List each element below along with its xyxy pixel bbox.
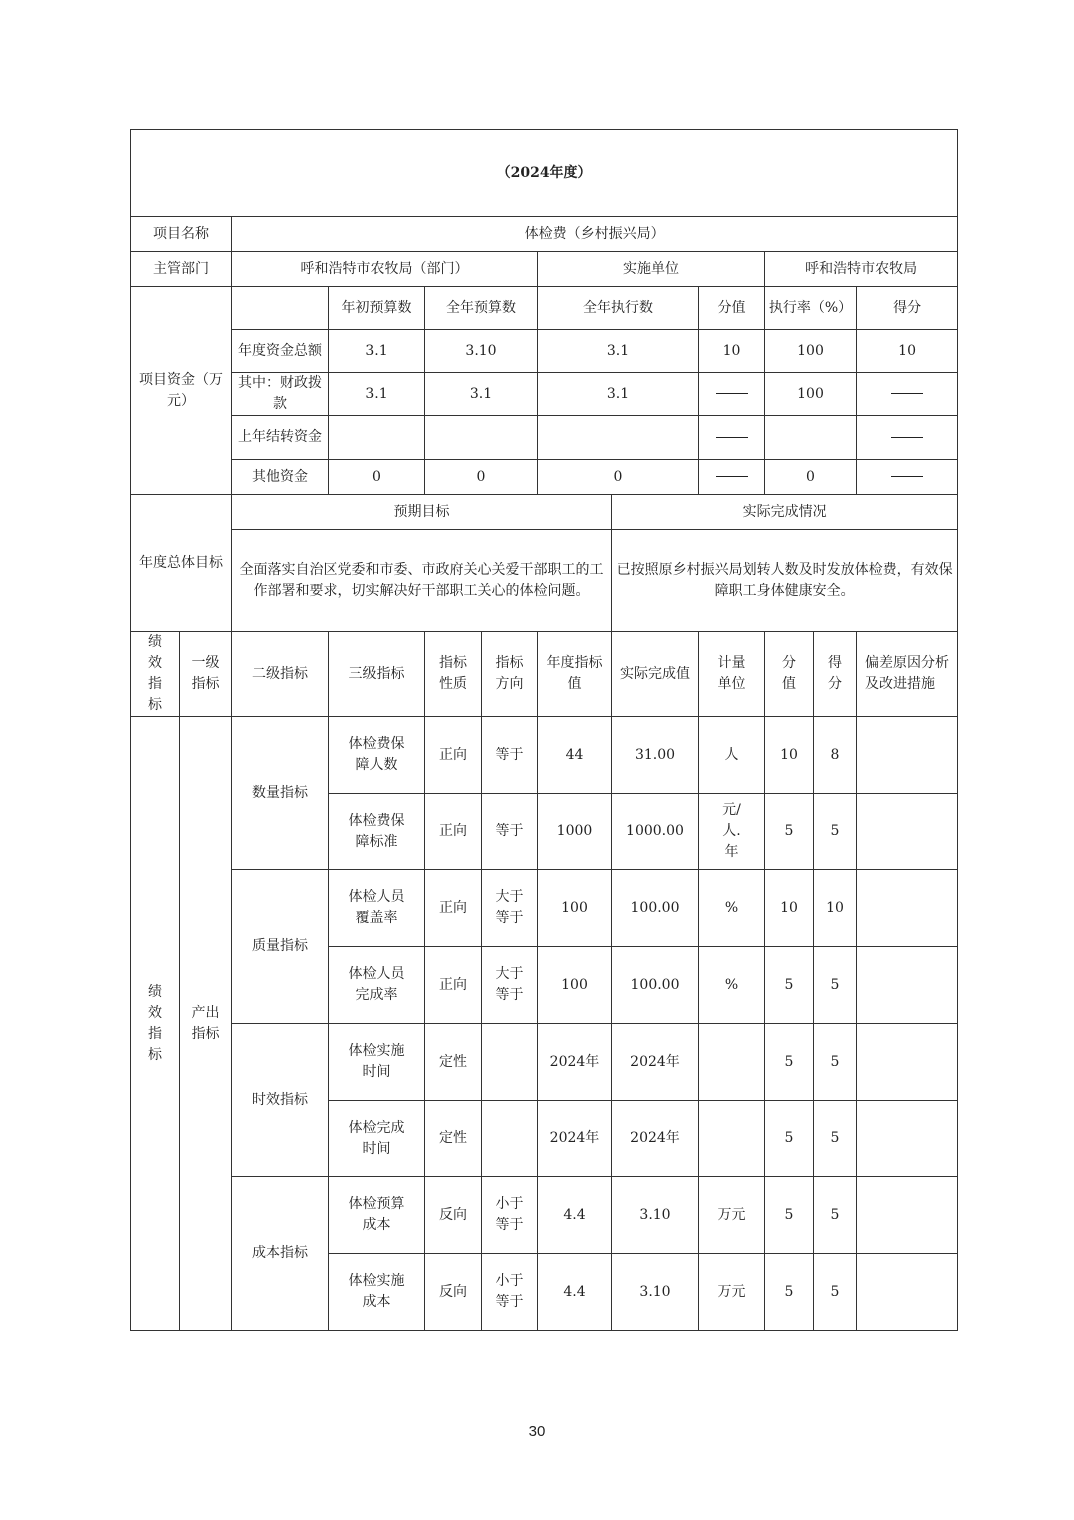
header-level1: 一级指标 xyxy=(180,632,232,717)
goals-header-row xyxy=(131,495,958,530)
funds-rate: 100 xyxy=(765,373,857,416)
header-level2: 二级指标 xyxy=(232,632,329,717)
funds-header-empty xyxy=(232,287,329,330)
deviation xyxy=(857,1101,958,1177)
score-value: 5 xyxy=(765,947,814,1024)
funds-annual: 3.1 xyxy=(425,373,538,416)
unit xyxy=(699,1101,765,1177)
header-nature: 指标性质 xyxy=(425,632,482,717)
deviation xyxy=(857,794,958,870)
funds-annual xyxy=(425,416,538,460)
dash-placeholder xyxy=(891,393,923,394)
perf-label-text: 绩效指标 xyxy=(148,983,162,1063)
target: 4.4 xyxy=(538,1254,612,1331)
target: 44 xyxy=(538,717,612,794)
unit: 元/人.年 xyxy=(699,794,765,870)
funds-initial: 3.1 xyxy=(329,330,425,373)
actual: 31.00 xyxy=(612,717,699,794)
level3: 体检人员覆盖率 xyxy=(329,870,425,947)
direction: 等于 xyxy=(482,717,538,794)
funds-header-rate: 执行率（%） xyxy=(765,287,857,330)
funds-annual: 3.10 xyxy=(425,330,538,373)
dash-placeholder xyxy=(891,437,923,438)
funds-executed: 3.1 xyxy=(538,373,699,416)
funds-score-value xyxy=(699,373,765,416)
actual: 2024年 xyxy=(612,1024,699,1101)
direction: 小于等于 xyxy=(482,1254,538,1331)
deviation xyxy=(857,717,958,794)
project-name-label: 项目名称 xyxy=(131,217,232,252)
header-perf-text: 绩效指标 xyxy=(148,634,162,713)
level2-label: 数量指标 xyxy=(232,717,329,870)
goals-content-row xyxy=(131,530,958,632)
indicator-header-row xyxy=(131,632,958,717)
level3: 体检完成时间 xyxy=(329,1101,425,1177)
funds-rate: 0 xyxy=(765,460,857,495)
nature: 正向 xyxy=(425,794,482,870)
unit: % xyxy=(699,870,765,947)
unit: % xyxy=(699,947,765,1024)
dash-placeholder xyxy=(716,476,748,477)
dept-value: 呼和浩特市农牧局（部门） xyxy=(232,252,538,287)
funds-score-value: 10 xyxy=(699,330,765,373)
funds-annual: 0 xyxy=(425,460,538,495)
goals-section-label: 年度总体目标 xyxy=(131,495,232,632)
target: 100 xyxy=(538,870,612,947)
funds-score-value xyxy=(699,460,765,495)
expected-goal-text: 全面落实自治区党委和市委、市政府关心关爱干部职工的工作部署和要求，切实解决好干部职工关心的体检问题。 xyxy=(232,530,612,632)
dash-placeholder xyxy=(716,393,748,394)
funds-score-value xyxy=(699,416,765,460)
unit: 万元 xyxy=(699,1177,765,1254)
level1-label: 产出指标 xyxy=(180,717,232,1331)
funds-initial: 3.1 xyxy=(329,373,425,416)
level3: 体检实施成本 xyxy=(329,1254,425,1331)
direction: 大于等于 xyxy=(482,947,538,1024)
indicator-row xyxy=(131,1024,958,1101)
header-target: 年度指标值 xyxy=(538,632,612,717)
score-value: 10 xyxy=(765,870,814,947)
funds-rate xyxy=(765,416,857,460)
target: 2024年 xyxy=(538,1101,612,1177)
score: 5 xyxy=(814,794,857,870)
perf-label xyxy=(131,717,180,1331)
unit: 人 xyxy=(699,717,765,794)
header-deviation: 偏差原因分析及改进措施 xyxy=(857,632,958,717)
deviation xyxy=(857,1254,958,1331)
funds-score xyxy=(857,373,958,416)
score: 5 xyxy=(814,1254,857,1331)
funds-header-score-value: 分值 xyxy=(699,287,765,330)
header-direction: 指标方向 xyxy=(482,632,538,717)
level2-label: 质量指标 xyxy=(232,870,329,1024)
funds-score: 10 xyxy=(857,330,958,373)
level3: 体检预算成本 xyxy=(329,1177,425,1254)
indicator-row xyxy=(131,870,958,947)
score-value: 5 xyxy=(765,1101,814,1177)
funds-executed xyxy=(538,416,699,460)
target: 2024年 xyxy=(538,1024,612,1101)
dash-placeholder xyxy=(891,476,923,477)
actual: 2024年 xyxy=(612,1101,699,1177)
target: 1000 xyxy=(538,794,612,870)
direction: 大于等于 xyxy=(482,870,538,947)
level3: 体检人员完成率 xyxy=(329,947,425,1024)
funds-rate: 100 xyxy=(765,330,857,373)
indicator-row xyxy=(131,717,958,794)
funds-header-row xyxy=(131,287,958,330)
indicator-row xyxy=(131,1177,958,1254)
level3: 体检费保障人数 xyxy=(329,717,425,794)
funds-header-initial: 年初预算数 xyxy=(329,287,425,330)
funds-row xyxy=(131,460,958,495)
score: 10 xyxy=(814,870,857,947)
level2-label: 时效指标 xyxy=(232,1024,329,1177)
funds-row xyxy=(131,330,958,373)
funds-row xyxy=(131,416,958,460)
funds-row-label: 上年结转资金 xyxy=(232,416,329,460)
nature: 定性 xyxy=(425,1101,482,1177)
actual-result-text: 已按照原乡村振兴局划转人数及时发放体检费，有效保障职工身体健康安全。 xyxy=(612,530,958,632)
deviation xyxy=(857,870,958,947)
direction xyxy=(482,1024,538,1101)
deviation xyxy=(857,1024,958,1101)
target: 100 xyxy=(538,947,612,1024)
actual: 3.10 xyxy=(612,1254,699,1331)
deviation xyxy=(857,1177,958,1254)
funds-executed: 0 xyxy=(538,460,699,495)
level2-label: 成本指标 xyxy=(232,1177,329,1331)
nature: 正向 xyxy=(425,870,482,947)
funds-initial: 0 xyxy=(329,460,425,495)
project-name-value: 体检费（乡村振兴局） xyxy=(232,217,958,252)
direction: 等于 xyxy=(482,794,538,870)
dash-placeholder xyxy=(716,437,748,438)
score-value: 10 xyxy=(765,717,814,794)
nature: 正向 xyxy=(425,947,482,1024)
direction: 小于等于 xyxy=(482,1177,538,1254)
funds-row-label: 其他资金 xyxy=(232,460,329,495)
nature: 反向 xyxy=(425,1177,482,1254)
header-score: 得分 xyxy=(814,632,857,717)
nature: 正向 xyxy=(425,717,482,794)
header-level3: 三级指标 xyxy=(329,632,425,717)
department-row xyxy=(131,252,958,287)
actual: 100.00 xyxy=(612,870,699,947)
deviation xyxy=(857,947,958,1024)
funds-row-label: 其中：财政拨款 xyxy=(232,373,329,416)
page-number: 30 xyxy=(528,1423,546,1440)
unit: 万元 xyxy=(699,1254,765,1331)
performance-evaluation-table xyxy=(130,129,958,1331)
title-row xyxy=(131,130,958,217)
table-title: （2024年度） xyxy=(131,130,958,217)
score: 5 xyxy=(814,1024,857,1101)
level3: 体检实施时间 xyxy=(329,1024,425,1101)
funds-section-label: 项目资金（万元） xyxy=(131,287,232,495)
funds-row-label: 年度资金总额 xyxy=(232,330,329,373)
actual: 1000.00 xyxy=(612,794,699,870)
score-value: 5 xyxy=(765,794,814,870)
actual: 100.00 xyxy=(612,947,699,1024)
impl-label: 实施单位 xyxy=(538,252,765,287)
funds-initial xyxy=(329,416,425,460)
actual-result-header: 实际完成情况 xyxy=(612,495,958,530)
direction xyxy=(482,1101,538,1177)
funds-executed: 3.1 xyxy=(538,330,699,373)
score: 8 xyxy=(814,717,857,794)
nature: 反向 xyxy=(425,1254,482,1331)
header-actual: 实际完成值 xyxy=(612,632,699,717)
header-score-value: 分值 xyxy=(765,632,814,717)
score: 5 xyxy=(814,1177,857,1254)
score: 5 xyxy=(814,947,857,1024)
nature: 定性 xyxy=(425,1024,482,1101)
score-value: 5 xyxy=(765,1254,814,1331)
funds-header-annual: 全年预算数 xyxy=(425,287,538,330)
header-perf xyxy=(131,632,180,717)
dept-label: 主管部门 xyxy=(131,252,232,287)
funds-header-executed: 全年执行数 xyxy=(538,287,699,330)
level3: 体检费保障标准 xyxy=(329,794,425,870)
funds-row xyxy=(131,373,958,416)
target: 4.4 xyxy=(538,1177,612,1254)
score-value: 5 xyxy=(765,1177,814,1254)
project-name-row xyxy=(131,217,958,252)
funds-header-score: 得分 xyxy=(857,287,958,330)
score-value: 5 xyxy=(765,1024,814,1101)
header-unit: 计量单位 xyxy=(699,632,765,717)
funds-score xyxy=(857,416,958,460)
unit xyxy=(699,1024,765,1101)
expected-goal-header: 预期目标 xyxy=(232,495,612,530)
funds-score xyxy=(857,460,958,495)
score: 5 xyxy=(814,1101,857,1177)
impl-value: 呼和浩特市农牧局 xyxy=(765,252,958,287)
actual: 3.10 xyxy=(612,1177,699,1254)
